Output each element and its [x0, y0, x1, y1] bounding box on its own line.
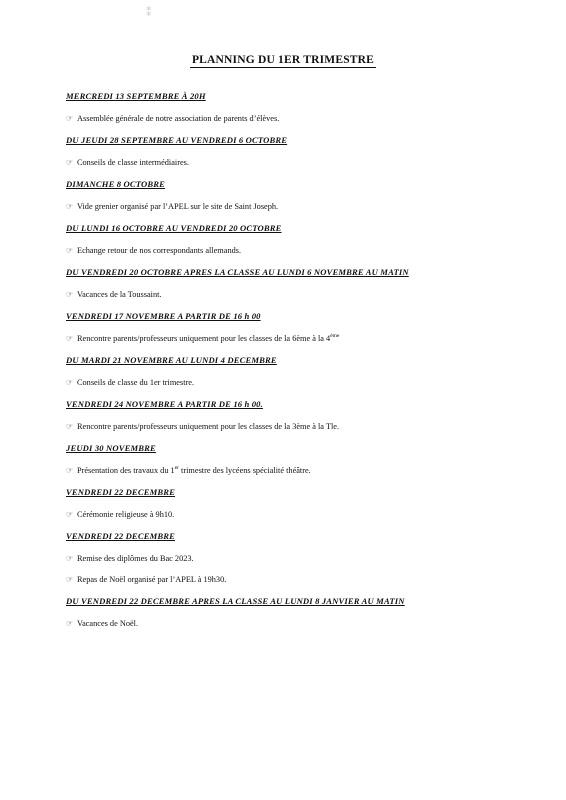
item-text: Rencontre parents/professeurs uniquement pour les classes de la 6ème à la 4: [77, 334, 331, 343]
section-heading: VENDREDI 24 NOVEMBRE A PARTIR DE 16 h 00.: [66, 399, 263, 409]
section-item: [66, 618, 536, 629]
planning-section: [66, 134, 536, 168]
item-text-continued: trimestre des lycéens spécialité théâtre.: [178, 466, 311, 475]
item-text: Assemblée générale de notre association de parents d’élèves.: [77, 114, 280, 123]
section-heading: JEUDI 30 NOVEMBRE: [66, 443, 156, 453]
pointing-hand-icon: ☞: [66, 290, 74, 299]
section-item: [66, 553, 536, 564]
planning-section: [66, 90, 536, 124]
item-superscript: er: [174, 465, 179, 472]
section-item: [66, 465, 536, 476]
scan-mark-icon: ⁑: [146, 6, 152, 19]
section-heading: MERCREDI 13 SEPTEMBRE À 20H: [66, 91, 206, 101]
page-title-text: PLANNING DU 1ER TRIMESTRE: [191, 54, 375, 66]
section-item: [66, 157, 536, 168]
item-text: Vacances de la Toussaint.: [77, 290, 162, 299]
item-text: Présentation des travaux du 1: [77, 466, 175, 475]
pointing-hand-icon: ☞: [66, 466, 74, 475]
item-text: Remise des diplômes du Bac 2023.: [77, 554, 194, 563]
planning-section: [66, 398, 536, 432]
section-item: [66, 201, 536, 212]
planning-section: [66, 178, 536, 212]
section-heading: VENDREDI 22 DECEMBRE: [66, 487, 176, 497]
section-item: [66, 377, 536, 388]
section-heading: DU JEUDI 28 SEPTEMBRE AU VENDREDI 6 OCTOBRE: [66, 135, 288, 145]
section-heading: DU VENDREDI 22 DECEMBRE APRES LA CLASSE AU LUNDI 8 JANVIER AU MATIN: [66, 596, 405, 606]
section-item: [66, 509, 536, 520]
pointing-hand-icon: ☞: [66, 422, 74, 431]
item-text: Vide grenier organisé par l’APEL sur le site de Saint Joseph.: [77, 202, 279, 211]
section-heading: DU VENDREDI 20 OCTOBRE APRES LA CLASSE AU LUNDI 6 NOVEMBRE AU MATIN: [66, 267, 409, 277]
section-heading: DU MARDI 21 NOVEMBRE AU LUNDI 4 DECEMBRE: [66, 355, 277, 365]
planning-section: [66, 486, 536, 520]
pointing-hand-icon: ☞: [66, 202, 74, 211]
planning-section: [66, 222, 536, 256]
item-text: Rencontre parents/professeurs uniquement pour les classes de la 3ème à la Tle.: [77, 422, 340, 431]
section-item: [66, 245, 536, 256]
pointing-hand-icon: ☞: [66, 114, 74, 123]
pointing-hand-icon: ☞: [66, 246, 74, 255]
pointing-hand-icon: ☞: [66, 575, 74, 584]
section-heading: DIMANCHE 8 OCTOBRE: [66, 179, 166, 189]
planning-section: [66, 310, 536, 344]
planning-section: [66, 266, 536, 300]
item-superscript: ème: [330, 333, 340, 340]
section-heading: DU LUNDI 16 OCTOBRE AU VENDREDI 20 OCTOBRE: [66, 223, 282, 233]
planning-list: [66, 90, 536, 629]
section-heading: VENDREDI 17 NOVEMBRE A PARTIR DE 16 h 00: [66, 311, 261, 321]
planning-section: [66, 595, 536, 629]
page-title: [0, 54, 566, 66]
item-text: Conseils de classe intermédiaires.: [77, 158, 189, 167]
item-text: Echange retour de nos correspondants allemands.: [77, 246, 242, 255]
pointing-hand-icon: ☞: [66, 619, 74, 628]
pointing-hand-icon: ☞: [66, 554, 74, 563]
section-item: [66, 333, 536, 344]
item-text: Conseils de classe du 1er trimestre.: [77, 378, 195, 387]
item-text: Vacances de Noël.: [77, 619, 139, 628]
pointing-hand-icon: ☞: [66, 378, 74, 387]
planning-section: [66, 530, 536, 585]
item-text: Cérémonie religieuse à 9h10.: [77, 510, 175, 519]
item-text: Repas de Noël organisé par l’APEL à 19h30.: [77, 575, 227, 584]
planning-section: [66, 442, 536, 476]
pointing-hand-icon: ☞: [66, 510, 74, 519]
section-heading: VENDREDI 22 DECEMBRE: [66, 531, 176, 541]
section-item: [66, 421, 536, 432]
section-item: [66, 289, 536, 300]
pointing-hand-icon: ☞: [66, 334, 74, 343]
pointing-hand-icon: ☞: [66, 158, 74, 167]
planning-section: [66, 354, 536, 388]
section-item: [66, 113, 536, 124]
section-item: [66, 574, 536, 585]
